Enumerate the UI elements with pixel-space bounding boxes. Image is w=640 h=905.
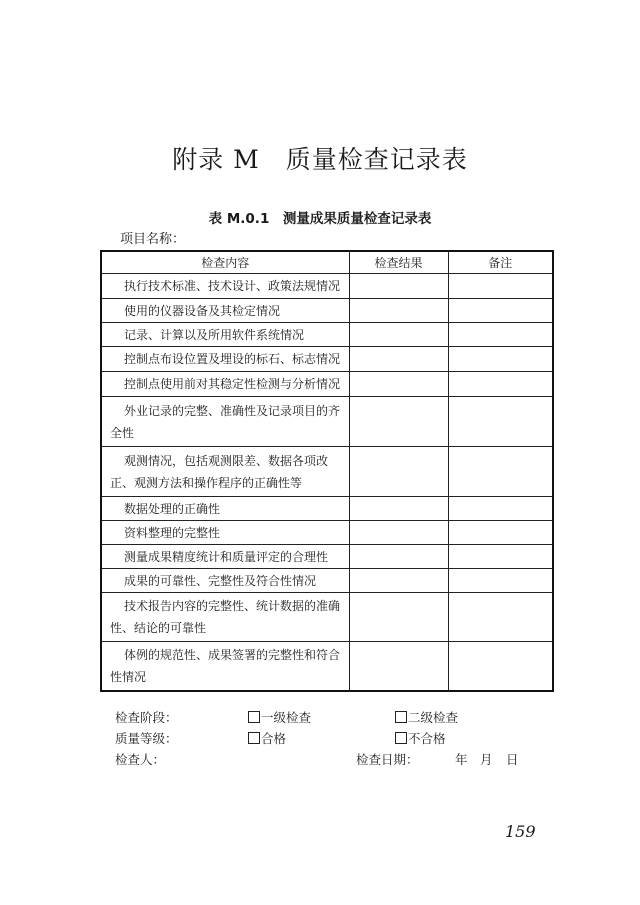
grade-option-pass[interactable] <box>248 729 286 747</box>
checkbox-icon[interactable] <box>395 732 407 744</box>
result-cell[interactable] <box>349 497 448 521</box>
stage-option-level-2[interactable] <box>395 708 458 726</box>
table-caption: 表 M.0.1 测量成果质量检查记录表 <box>208 211 432 227</box>
stage-option-level-1[interactable] <box>248 708 311 726</box>
remarks-cell[interactable] <box>448 323 553 347</box>
result-cell[interactable] <box>349 299 448 323</box>
inspector-label: 检查人： <box>115 752 166 767</box>
date-label: 检查日期： <box>356 752 419 767</box>
result-cell[interactable] <box>349 274 448 299</box>
stage-option-2-label: 二级检查 <box>408 710 459 725</box>
check-item: 记录、计算以及所用软件系统情况 <box>101 323 349 347</box>
remarks-cell[interactable] <box>448 593 553 642</box>
date-day: 日 <box>506 752 519 767</box>
check-item: 数据处理的正确性 <box>101 497 349 521</box>
table-row <box>101 447 553 497</box>
stage-option-1-label: 一级检查 <box>261 710 312 725</box>
table-row <box>101 323 553 347</box>
result-cell[interactable] <box>349 347 448 372</box>
result-cell[interactable] <box>349 521 448 545</box>
table-row <box>101 397 553 447</box>
table-row <box>101 569 553 593</box>
grade-option-2-label: 不合格 <box>408 731 446 746</box>
page-number: 159 <box>505 822 536 841</box>
check-item: 控制点使用前对其稳定性检测与分析情况 <box>101 372 349 397</box>
check-item: 体例的规范性、成果签署的完整性和符合性情况 <box>101 642 349 691</box>
check-item: 测量成果精度统计和质量评定的合理性 <box>101 545 349 569</box>
result-cell[interactable] <box>349 372 448 397</box>
grade-label: 质量等级： <box>115 731 178 746</box>
header-remarks: 备注 <box>448 251 553 274</box>
check-item: 成果的可靠性、完整性及符合性情况 <box>101 569 349 593</box>
result-cell[interactable] <box>349 397 448 447</box>
remarks-cell[interactable] <box>448 299 553 323</box>
remarks-cell[interactable] <box>448 274 553 299</box>
checkbox-icon[interactable] <box>248 711 260 723</box>
table-header-row <box>101 251 553 274</box>
table-row <box>101 642 553 691</box>
check-item: 技术报告内容的完整性、统计数据的准确性、结论的可靠性 <box>101 593 349 642</box>
remarks-cell[interactable] <box>448 347 553 372</box>
result-cell[interactable] <box>349 545 448 569</box>
checkbox-icon[interactable] <box>248 732 260 744</box>
checkbox-icon[interactable] <box>395 711 407 723</box>
header-check-result: 检查结果 <box>349 251 448 274</box>
date-month: 月 <box>480 752 493 767</box>
remarks-cell[interactable] <box>448 521 553 545</box>
table-row <box>101 497 553 521</box>
remarks-cell[interactable] <box>448 372 553 397</box>
check-item: 外业记录的完整、准确性及记录项目的齐全性 <box>101 397 349 447</box>
remarks-cell[interactable] <box>448 497 553 521</box>
remarks-cell[interactable] <box>448 642 553 691</box>
header-check-content: 检查内容 <box>101 251 349 274</box>
remarks-cell[interactable] <box>448 569 553 593</box>
table-row <box>101 299 553 323</box>
table-row <box>101 274 553 299</box>
table-row <box>101 372 553 397</box>
check-item: 资料整理的完整性 <box>101 521 349 545</box>
appendix-title: 附录 M 质量检查记录表 <box>172 145 468 174</box>
result-cell[interactable] <box>349 323 448 347</box>
result-cell[interactable] <box>349 447 448 497</box>
date-year: 年 <box>455 752 468 767</box>
remarks-cell[interactable] <box>448 545 553 569</box>
table-row <box>101 545 553 569</box>
check-item: 控制点布设位置及埋设的标石、标志情况 <box>101 347 349 372</box>
remarks-cell[interactable] <box>448 447 553 497</box>
grade-option-fail[interactable] <box>395 729 446 747</box>
result-cell[interactable] <box>349 569 448 593</box>
remarks-cell[interactable] <box>448 397 553 447</box>
stage-label: 检查阶段： <box>115 710 178 725</box>
grade-option-1-label: 合格 <box>261 731 287 746</box>
check-item: 执行技术标准、技术设计、政策法规情况 <box>101 274 349 299</box>
table-row <box>101 593 553 642</box>
project-name-label: 项目名称： <box>120 232 186 247</box>
result-cell[interactable] <box>349 642 448 691</box>
check-item: 观测情况，包括观测限差、数据各项改正、观测方法和操作程序的正确性等 <box>101 447 349 497</box>
result-cell[interactable] <box>349 593 448 642</box>
check-item: 使用的仪器设备及其检定情况 <box>101 299 349 323</box>
table-row <box>101 347 553 372</box>
table-row <box>101 521 553 545</box>
quality-check-table <box>100 250 554 692</box>
